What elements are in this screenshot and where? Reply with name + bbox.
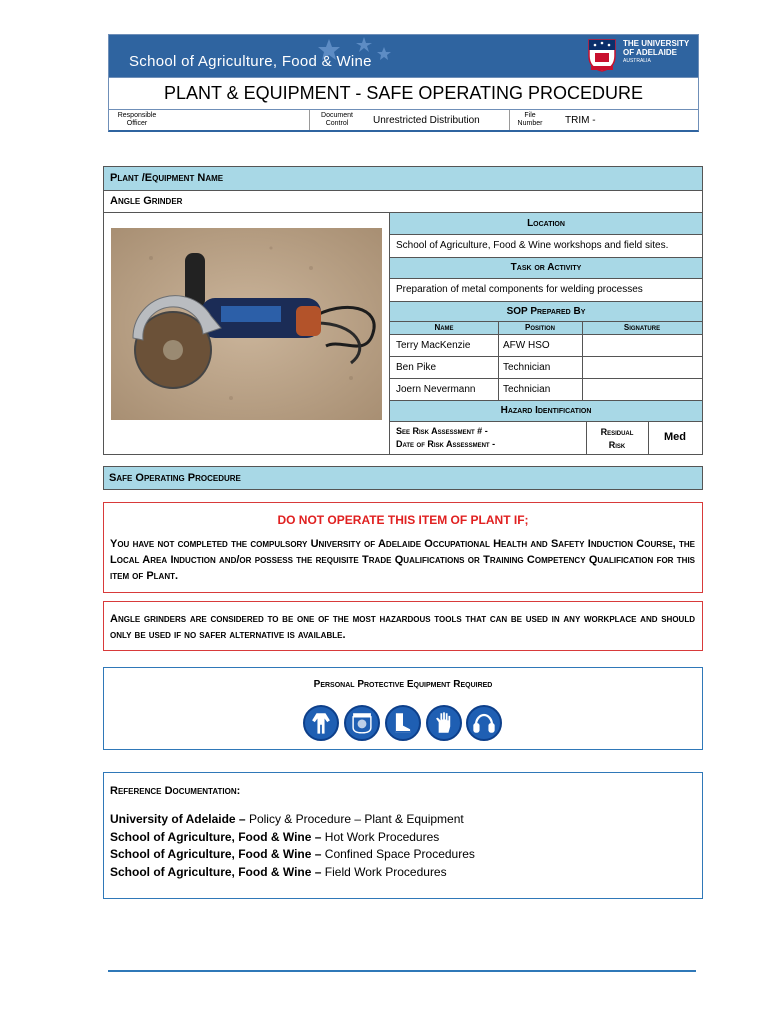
document-label-2: Control xyxy=(325,120,349,127)
equipment-name-header xyxy=(104,167,702,191)
residual-risk-value: Med xyxy=(664,431,686,443)
title-bar xyxy=(108,78,699,110)
ear-muffs-icon xyxy=(466,705,502,741)
university-crest-icon xyxy=(587,38,617,72)
person-name: Terry MacKenzie xyxy=(396,340,471,351)
table-row xyxy=(390,357,702,379)
residual-label-2: Risk xyxy=(608,440,626,450)
residual-risk-label xyxy=(586,426,648,452)
hazard-row xyxy=(390,422,702,454)
file-number-value: TRIM - xyxy=(565,115,596,126)
equipment-name-row xyxy=(104,191,702,213)
col-signature-header: Signature xyxy=(623,323,661,332)
people-col-divider-1 xyxy=(498,322,499,401)
person-position: Technician xyxy=(503,384,551,395)
sop-section-header-text: Safe Operating Procedure xyxy=(109,472,241,484)
list-item: School of Agriculture, Food & Wine – Field Work Procedures xyxy=(110,864,447,879)
university-name-1: THE UNIVERSITY xyxy=(623,39,690,48)
person-position: AFW HSO xyxy=(503,340,550,351)
gloves-icon xyxy=(426,705,462,741)
people-col-divider-2 xyxy=(582,322,583,401)
overalls-icon xyxy=(303,705,339,741)
document-title: PLANT & EQUIPMENT - SAFE OPERATING PROCEDURE xyxy=(163,83,644,103)
warning-text: You have not completed the compulsory University of Adelaide Occupational Health and Safety Induction Course, the Local Area Induction and/or possess the requisite Trade Qualifications or Training Competency Qualification for this item of Plant. xyxy=(110,538,695,582)
document-control-cell xyxy=(309,110,510,130)
references-title: Reference Documentation: xyxy=(110,785,241,797)
equipment-name-header-text: Plant /Equipment Name xyxy=(110,172,224,184)
sop-section-header xyxy=(103,466,703,490)
risk-assessment-number: See Risk Assessment # - xyxy=(396,426,488,436)
responsible-label-2: Officer xyxy=(126,120,148,127)
table-row xyxy=(390,379,702,401)
person-position: Technician xyxy=(503,362,551,373)
file-number-cell xyxy=(509,110,698,130)
ppe-title: Personal Protective Equipment Required xyxy=(313,679,493,690)
list-item: School of Agriculture, Food & Wine – Hot Work Procedures xyxy=(110,829,440,844)
residual-label-1: Residual xyxy=(600,427,634,437)
list-item: University of Adelaide – Policy & Procedure – Plant & Equipment xyxy=(110,812,464,826)
col-name-header: Name xyxy=(434,323,454,332)
references-list xyxy=(110,811,475,881)
university-name-2: OF ADELAIDE xyxy=(623,48,677,57)
hazard-text: Angle grinders are considered to be one of the most hazardous tools that can be used in any workplace and should only be used if no safer alternative is available. xyxy=(110,613,695,641)
document-control-value: Unrestricted Distribution xyxy=(373,115,480,126)
file-label-1: File xyxy=(524,112,536,119)
list-item: School of Agriculture, Food & Wine – Confined Space Procedures xyxy=(110,847,475,861)
people-column-headers xyxy=(390,322,702,335)
sop-prepared-header xyxy=(390,302,702,322)
col-position-header: Position xyxy=(524,323,555,332)
footer-rule xyxy=(108,970,696,972)
hazard-header xyxy=(390,401,702,422)
warning-box xyxy=(103,502,703,593)
metadata-bar xyxy=(108,109,699,132)
equipment-name: Angle Grinder xyxy=(110,195,183,207)
file-label-2: Number xyxy=(517,120,543,127)
person-name: Ben Pike xyxy=(396,362,437,373)
angle-grinder-photo xyxy=(111,228,382,420)
references-box xyxy=(103,772,703,899)
person-name: Joern Nevermann xyxy=(396,384,476,395)
responsible-label-1: Responsible xyxy=(117,112,157,119)
table-row xyxy=(390,335,702,357)
responsible-cell xyxy=(109,110,310,130)
university-country: AUSTRALIA xyxy=(623,58,651,64)
safety-boots-icon xyxy=(385,705,421,741)
university-logo xyxy=(587,38,699,76)
task-header xyxy=(390,258,702,279)
location-value: School of Agriculture, Food & Wine workshops and field sites. xyxy=(396,240,669,251)
location-header xyxy=(390,213,702,235)
header-banner xyxy=(108,34,699,78)
school-name: School of Agriculture, Food & Wine xyxy=(129,53,372,70)
hazard-box xyxy=(103,601,703,651)
location-header-text: Location xyxy=(527,218,565,229)
face-shield-icon xyxy=(344,705,380,741)
sop-prepared-header-text: SOP Prepared By xyxy=(506,306,586,317)
hazard-header-text: Hazard Identification xyxy=(500,405,592,416)
risk-assessment-date: Date of Risk Assessment - xyxy=(396,439,496,449)
task-value: Preparation of metal components for welding processes xyxy=(396,284,643,295)
warning-title: DO NOT OPERATE THIS ITEM OF PLANT IF; xyxy=(277,513,529,527)
task-row xyxy=(390,279,702,302)
document-label-1: Document xyxy=(321,112,353,119)
task-header-text: Task or Activity xyxy=(510,262,582,273)
location-row xyxy=(390,235,702,258)
